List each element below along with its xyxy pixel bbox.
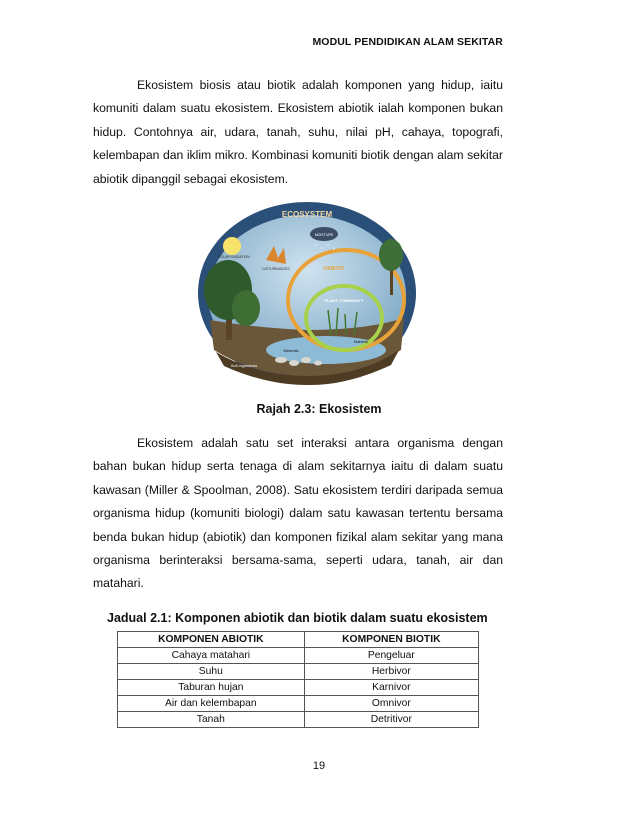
paragraph-1-text: Ekosistem biosis atau biotik adalah komponen yang hidup, iaitu komuniti dalam suatu ekosistem. Ekosistem abiotik ialah komponen bukan hidup. Contohnya air, udara, tanah, suhu, nilai pH, cahaya, topografi, kelembapan dan iklim mikro. Kombinasi komuniti biotik dengan alam sekitar abiotik dipanggil sebagai ekosistem. xyxy=(93,78,503,186)
label-solar: SOLAR RADIATION xyxy=(218,255,250,259)
biotic-cell: Herbivor xyxy=(304,664,478,680)
label-disturbances: DISTURBANCES xyxy=(262,267,290,271)
running-header: MODUL PENDIDIKAN ALAM SEKITAR xyxy=(312,36,503,48)
ecosystem-figure xyxy=(196,200,418,387)
biotic-cell: Karnivor xyxy=(304,680,478,696)
table-row xyxy=(118,648,479,664)
abiotic-cell: Tanah xyxy=(118,712,305,728)
biotic-cell: Detritivor xyxy=(304,712,478,728)
label-minerals: Minerals xyxy=(283,348,299,353)
label-habitat: HABITAT xyxy=(323,266,345,272)
table-title: Jadual 2.1: Komponen abiotik dan biotik dalam suatu ekosistem xyxy=(107,611,488,625)
label-soil-organisms: Soil organisms xyxy=(230,363,258,368)
paragraph-1 xyxy=(93,74,503,191)
table-row xyxy=(118,696,479,712)
table-row xyxy=(118,680,479,696)
label-moisture: MOISTURE xyxy=(314,233,334,237)
label-plant-community: PLANT COMMUNITY xyxy=(324,298,364,303)
ecosystem-illustration xyxy=(196,200,418,387)
page-number: 19 xyxy=(312,760,326,772)
biotic-cell: Omnivor xyxy=(304,696,478,712)
paragraph-2 xyxy=(93,432,503,596)
components-table xyxy=(117,631,479,728)
abiotic-cell: Air dan kelembapan xyxy=(118,696,305,712)
sun-icon xyxy=(223,237,241,255)
label-ecosystem: ECOSYSTEM xyxy=(281,210,333,219)
header-abiotic: KOMPONEN ABIOTIK xyxy=(118,632,305,648)
table-row xyxy=(118,664,479,680)
abiotic-cell: Cahaya matahari xyxy=(118,648,305,664)
label-nutrients: Nutrients xyxy=(353,340,369,344)
table-row xyxy=(118,712,479,728)
biotic-cell: Pengeluar xyxy=(304,648,478,664)
table-header-row xyxy=(118,632,479,648)
paragraph-2-text: Ekosistem adalah satu set interaksi antara organisma dengan bahan bukan hidup serta tenaga di alam sekitarnya iaitu di dalam suatu kawasan (Miller & Spoolman, 2008). Satu ekosistem terdiri daripada semua organisma hidup (komuniti biologi) dalam satu kawasan tertentu bersama benda bukan hidup (abiotik) dan komponen fizikal alam sekitar yang mana organisma berinteraksi bersama-sama, seperti udara, tanah, air dan matahari. xyxy=(93,436,503,591)
figure-caption: Rajah 2.3: Ekosistem xyxy=(256,402,382,416)
abiotic-cell: Suhu xyxy=(118,664,305,680)
abiotic-cell: Taburan hujan xyxy=(118,680,305,696)
header-biotic: KOMPONEN BIOTIK xyxy=(304,632,478,648)
